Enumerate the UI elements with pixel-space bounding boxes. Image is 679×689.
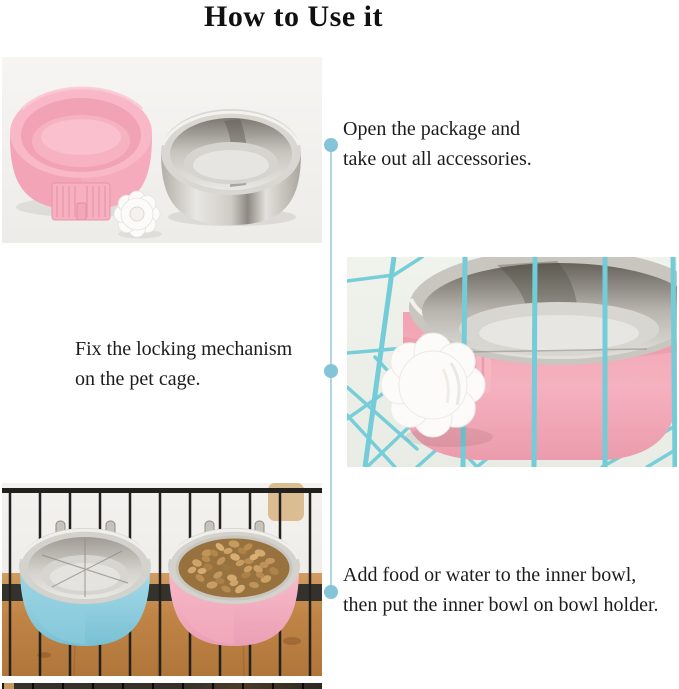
step2-photo-graphic [347,257,677,467]
timeline-dot-2 [324,364,338,378]
step3-caption-line2: then put the inner bowl on bowl holder. [343,594,659,616]
step2-photo [347,257,677,467]
latch-bracket [52,183,110,220]
step1-photo-graphic [2,57,322,243]
step3-caption-line1: Add food or water to the inner bowl, [343,564,637,586]
steel-bowl [161,109,301,226]
step1-caption-line2: take out all accessories. [343,148,532,170]
step1-photo [2,57,322,243]
step2-caption-line1: Fix the locking mechanism [75,338,293,360]
timeline-dot-3 [324,585,338,599]
step3-caption [343,560,659,620]
step1-caption-line1: Open the package and [343,118,521,140]
timeline-dot-1 [324,138,338,152]
cage-top-bar [2,488,322,493]
step3-photo [2,483,322,676]
step2-caption [75,334,292,394]
step2-caption-line2: on the pet cage. [75,368,201,390]
step1-caption [343,114,532,174]
blue-bowl [19,528,151,646]
pink-bowl-kibble [168,528,300,646]
step3-photo-graphic [2,483,322,676]
bottom-photo-strip [2,683,322,689]
page-title: How to Use it [204,0,383,33]
